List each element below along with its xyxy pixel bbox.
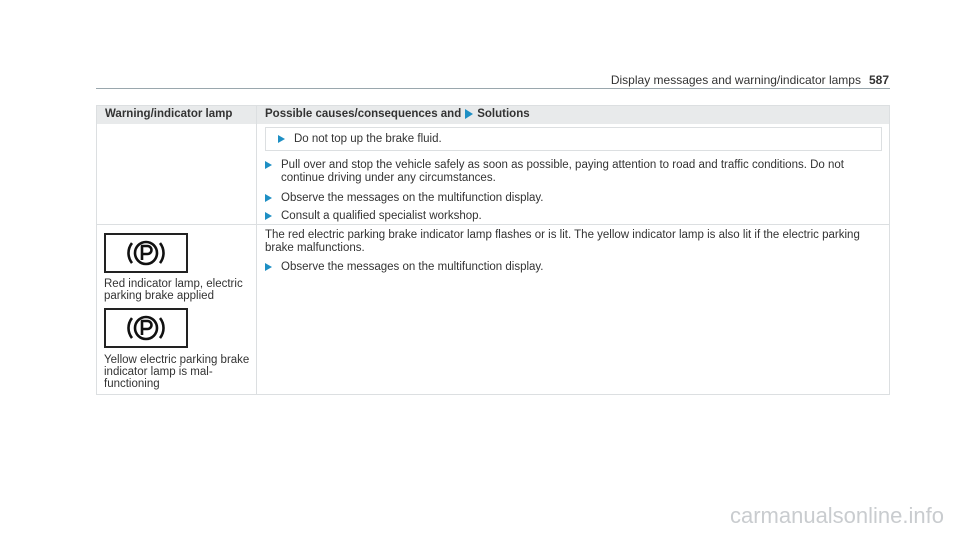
column-header-lamp: Warning/indicator lamp — [105, 108, 233, 120]
note-box — [265, 127, 882, 151]
table-header — [97, 106, 889, 124]
column-header-causes — [265, 108, 530, 120]
list-item — [265, 159, 875, 185]
right-triangle-arrow-icon — [278, 135, 285, 143]
step-text: Pull over and stop the vehicle safely as soon as possible, paying attention to road and traffic conditions. Do not continue driving under any circumstances. — [281, 159, 844, 184]
step-text: Observe the messages on the multifunction display. — [281, 261, 544, 273]
lamp-caption-yellow: Yellow electric parking brake indicator lamp is mal-functioning — [104, 354, 250, 390]
row2-description: The red electric parking brake indicator lamp flashes or is lit. The yellow indicator lamp is also lit if the electric parking brake malfunctions. — [265, 229, 860, 254]
column-header-causes-prefix: Possible causes/consequences and — [265, 108, 462, 120]
page-number: 587 — [868, 73, 889, 87]
right-triangle-arrow-icon — [265, 194, 272, 202]
row-divider — [97, 224, 889, 225]
list-item — [278, 133, 442, 146]
column-divider — [256, 106, 257, 394]
parking-brake-icon — [104, 233, 188, 273]
header-rule — [96, 88, 890, 89]
header-title: Display messages and warning/indicator lamps — [610, 73, 861, 87]
right-triangle-arrow-icon — [265, 263, 272, 271]
list-item — [265, 261, 875, 274]
step-text: Observe the messages on the multifunction display. — [281, 192, 544, 204]
right-triangle-arrow-icon — [265, 212, 272, 220]
parking-brake-icon — [104, 308, 188, 348]
page-header — [611, 73, 889, 87]
note-text: Do not top up the brake fluid. — [294, 133, 442, 145]
list-item — [265, 210, 875, 223]
step-text: Consult a qualified specialist workshop. — [281, 210, 482, 222]
list-item — [265, 192, 875, 205]
watermark: carmanualsonline.info — [729, 503, 944, 528]
warning-lamp-table — [96, 105, 890, 395]
lamp-caption-red: Red indicator lamp, electric parking brake applied — [104, 278, 243, 302]
column-header-solutions: Solutions — [477, 108, 530, 120]
right-triangle-arrow-icon — [465, 109, 473, 119]
right-triangle-arrow-icon — [265, 161, 272, 169]
